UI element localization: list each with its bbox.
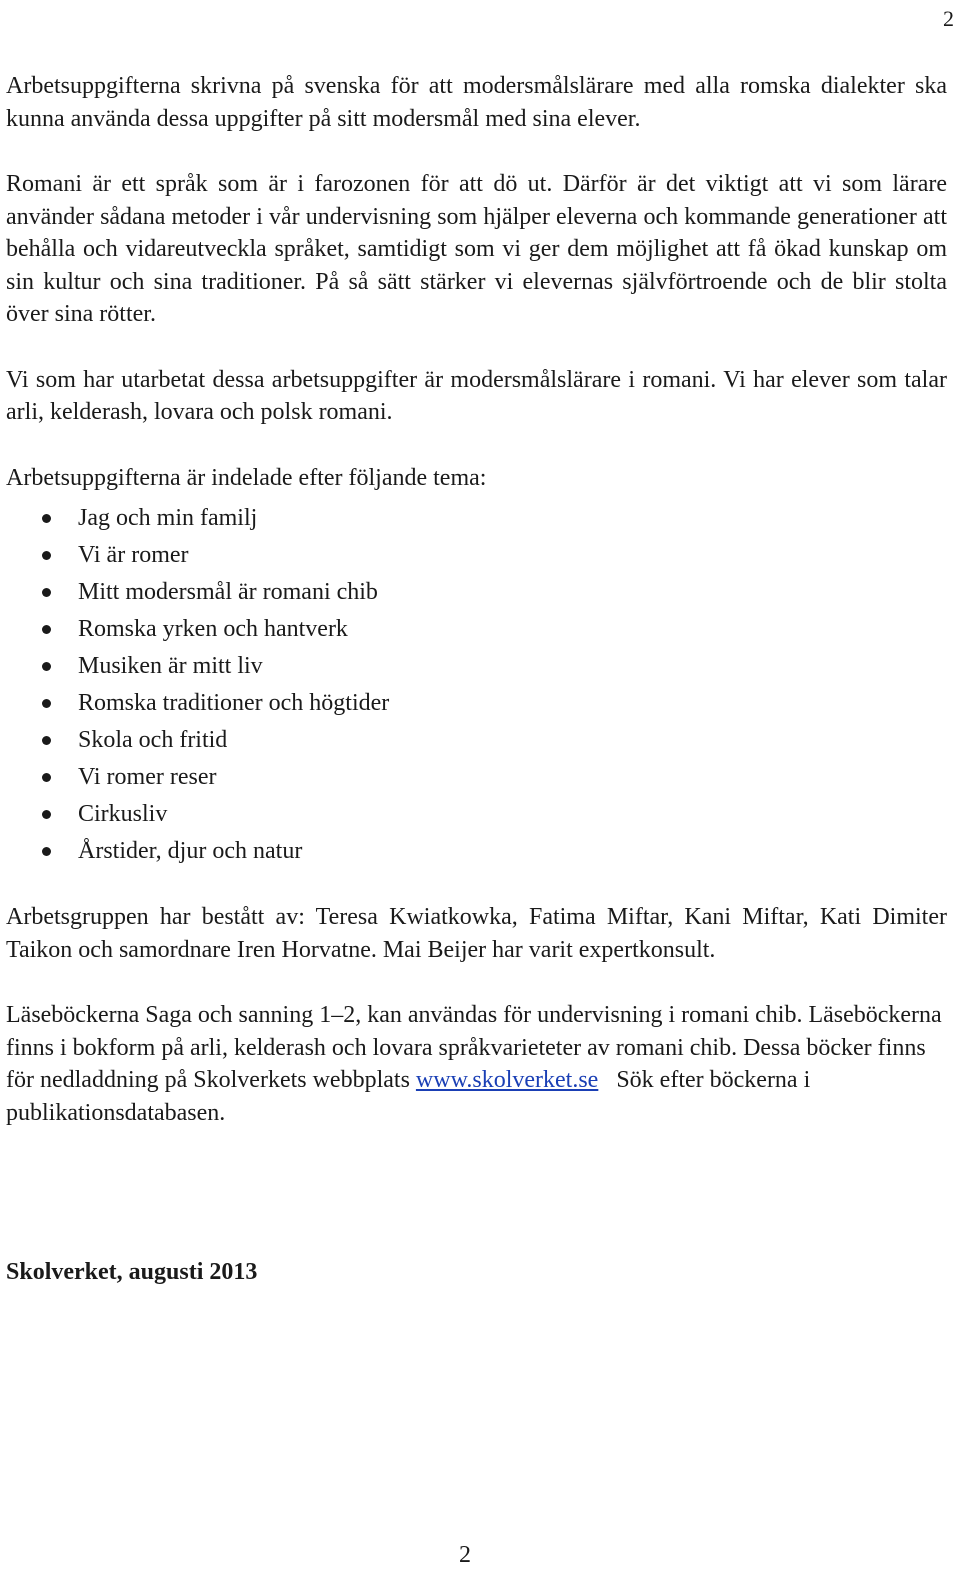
list-item: Vi är romer — [6, 537, 947, 574]
list-item: Årstider, djur och natur — [6, 833, 947, 870]
list-item: Cirkusliv — [6, 796, 947, 833]
document-body — [6, 70, 947, 1162]
bullet-icon — [42, 588, 51, 597]
list-item: Mitt modersmål är romani chib — [6, 574, 947, 611]
skolverket-link[interactable]: www.skolverket.se — [415, 1067, 599, 1093]
paragraph-purpose: Arbetsuppgifterna skrivna på svenska för att modersmålslärare med alla romska dialekter ska kunna använda dessa uppgifter på sitt modersmål med sina elever. — [6, 73, 947, 132]
paragraph-authors: Vi som har utarbetat dessa arbetsuppgifter är modersmålslärare i romani. Vi har elever som talar arli, kelderash, lovara och polsk romani. — [6, 366, 947, 425]
search-instruction: Sök efter böckerna i publikationsdatabasen. — [6, 1067, 811, 1126]
list-item: Romska yrken och hantverk — [6, 611, 947, 648]
topics-list — [6, 500, 947, 870]
bullet-icon — [42, 773, 51, 782]
bullet-icon — [42, 736, 51, 745]
bullet-icon — [42, 551, 51, 560]
reading-books-text: Läseböckerna Saga och sanning 1–2, kan användas för undervisning i romani chib. Läseböckerna finns i bokform på arli, kelderash och lovara språkvarieteter av romani chib. Dessa böcker finns för nedladdning på Skolverkets webbplats — [6, 1002, 942, 1093]
bullet-icon — [42, 514, 51, 523]
bullet-icon — [42, 625, 51, 634]
bullet-icon — [42, 699, 51, 708]
list-item: Vi romer reser — [6, 759, 947, 796]
page-number-top: 2 — [943, 6, 954, 31]
bullet-icon — [42, 810, 51, 819]
list-item: Jag och min familj — [6, 500, 947, 537]
list-item: Skola och fritid — [6, 722, 947, 759]
paragraph-romani-endangered: Romani är ett språk som är i farozonen för att dö ut. Därför är det viktigt att vi som lärare använder sådana metoder i vår undervisning som hjälper eleverna och kommande generationer att behålla och vidareutveckla språket, samtidigt som vi ger dem möjlighet att få ökad kunskap om sin kultur och sina traditioner. På så sätt stärker vi elevernas självförtroende och de blir stolta över sina rötter. — [6, 171, 947, 327]
signature: Skolverket, augusti 2013 — [6, 1259, 258, 1285]
bullet-icon — [42, 847, 51, 856]
paragraph-working-group: Arbetsgruppen har bestått av: Teresa Kwiatkowka, Fatima Miftar, Kani Miftar, Kati Dimiter Taikon och samordnare Iren Horvatne. Mai Beijer har varit expertkonsult. — [6, 904, 947, 963]
topics-intro: Arbetsuppgifterna är indelade efter följande tema: — [6, 464, 487, 491]
list-item: Musiken är mitt liv — [6, 648, 947, 685]
paragraph-reading-books — [6, 999, 947, 1129]
bullet-icon — [42, 662, 51, 671]
list-item: Romska traditioner och högtider — [6, 685, 947, 722]
page-number-bottom: 2 — [459, 1542, 471, 1568]
